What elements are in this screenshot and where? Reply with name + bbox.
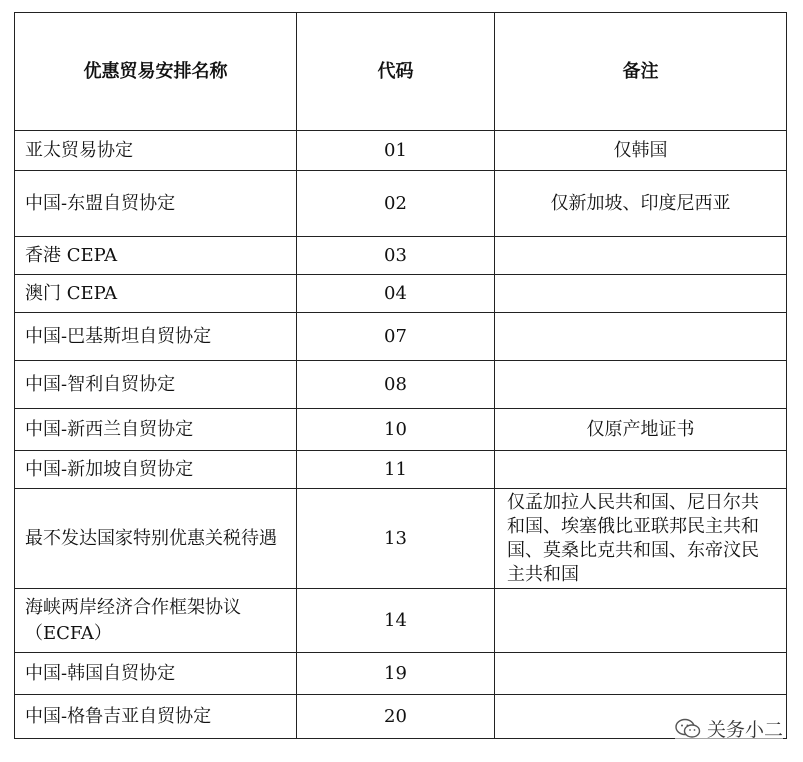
table-row: [15, 589, 787, 653]
cell-code: 01: [297, 131, 495, 171]
table-row: [15, 451, 787, 489]
table-header-row: [15, 13, 787, 131]
cell-note: [495, 237, 787, 275]
table-row: [15, 131, 787, 171]
cell-name: 中国-东盟自贸协定: [15, 171, 297, 237]
table-row: [15, 361, 787, 409]
cell-code: 14: [297, 589, 495, 653]
cell-name: 香港 CEPA: [15, 237, 297, 275]
cell-name: 中国-新西兰自贸协定: [15, 409, 297, 451]
cell-code: 04: [297, 275, 495, 313]
cell-name: 澳门 CEPA: [15, 275, 297, 313]
cell-code: 20: [297, 695, 495, 739]
cell-note: 仅新加坡、印度尼西亚: [495, 171, 787, 237]
cell-code: 19: [297, 653, 495, 695]
cell-note: [495, 589, 787, 653]
cell-note: 仅孟加拉人民共和国、尼日尔共和国、埃塞俄比亚联邦民主共和国、莫桑比克共和国、东帝汶民主共和国: [495, 489, 787, 589]
cell-name: 亚太贸易协定: [15, 131, 297, 171]
cell-code: 02: [297, 171, 495, 237]
header-note: 备注: [495, 13, 787, 131]
table-row: [15, 171, 787, 237]
cell-name: 最不发达国家特别优惠关税待遇: [15, 489, 297, 589]
cell-note: 仅原产地证书: [495, 409, 787, 451]
cell-name: 中国-新加坡自贸协定: [15, 451, 297, 489]
table-row: [15, 409, 787, 451]
cell-note: [495, 361, 787, 409]
table-row: [15, 653, 787, 695]
table-row: [15, 237, 787, 275]
cell-name: 中国-格鲁吉亚自贸协定: [15, 695, 297, 739]
cell-note: 仅韩国: [495, 131, 787, 171]
table-row: [15, 275, 787, 313]
cell-note: [495, 653, 787, 695]
watermark: [675, 715, 783, 742]
table-row: [15, 489, 787, 589]
cell-code: 03: [297, 237, 495, 275]
cell-note: [495, 451, 787, 489]
watermark-text: 关务小二: [706, 719, 783, 741]
cell-note: [495, 313, 787, 361]
cell-name: 中国-智利自贸协定: [15, 361, 297, 409]
cell-code: 10: [297, 409, 495, 451]
table-row: [15, 313, 787, 361]
cell-code: 07: [297, 313, 495, 361]
cell-name: 海峡两岸经济合作框架协议（ECFA）: [15, 589, 297, 653]
cell-code: 08: [297, 361, 495, 409]
cell-code: 11: [297, 451, 495, 489]
wechat-icon: [675, 718, 701, 740]
preferential-trade-table: [14, 12, 787, 739]
header-name: 优惠贸易安排名称: [15, 13, 297, 131]
cell-name: 中国-巴基斯坦自贸协定: [15, 313, 297, 361]
header-code: 代码: [297, 13, 495, 131]
table-row: [15, 695, 787, 739]
cell-note: [495, 275, 787, 313]
cell-code: 13: [297, 489, 495, 589]
cell-name: 中国-韩国自贸协定: [15, 653, 297, 695]
